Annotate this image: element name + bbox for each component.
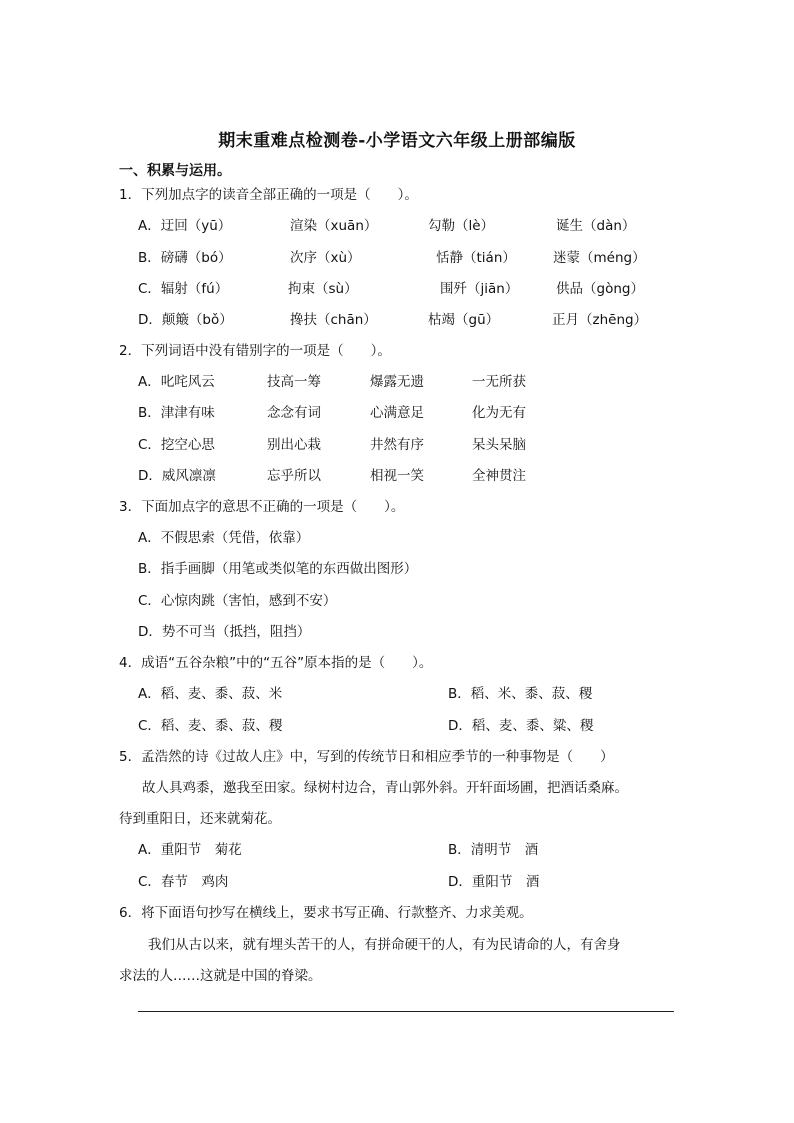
q1-option-a-1: A．迂回（yū） (138, 218, 232, 234)
q1-option-d-3: 枯竭（gū） (428, 312, 500, 328)
q1-option-c-3: 围歼（jiān） (440, 281, 519, 297)
q3-option-c: C．心惊肉跳（害怕，感到不安） (138, 593, 337, 609)
q3-option-a: A．不假思索（凭借，依靠） (138, 530, 310, 546)
question-4-stem: 4．成语“五谷杂粮”中的“五谷”原本指的是（ ）。 (119, 655, 433, 671)
q3-option-d: D．势不可当（抵挡，阻挡） (138, 624, 311, 640)
q4-option-a: A．稻、麦、黍、菽、米 (138, 686, 283, 702)
q4-option-d: D．稻、麦、黍、粱、稷 (448, 718, 594, 734)
q2-option-a-4: 一无所获 (472, 374, 526, 390)
q1-option-b-3: 恬静（tián） (436, 250, 516, 266)
q5-poem-line-2: 待到重阳日，还来就菊花。 (119, 811, 281, 827)
q6-text-line-2: 求法的人……这就是中国的脊梁。 (119, 968, 322, 984)
question-6-stem: 6．将下面语句抄写在横线上，要求书写正确、行款整齐、力求美观。 (119, 905, 533, 921)
q2-option-c-3: 井然有序 (370, 437, 424, 453)
q5-poem-line-1: 故人具鸡黍，邀我至田家。绿树村边合，青山郭外斜。开轩面场圃，把酒话桑麻。 (142, 780, 628, 796)
question-3-stem: 3．下面加点字的意思不正确的一项是（ ）。 (119, 499, 405, 515)
q2-option-b-1: B．津津有味 (138, 405, 215, 421)
q1-option-c-2: 拘束（sù） (288, 281, 358, 297)
q1-option-b-2: 次序（xù） (290, 250, 361, 266)
q2-option-d-3: 相视一笑 (370, 468, 424, 484)
q1-option-a-4: 诞生（dàn） (556, 218, 636, 234)
q1-option-c-4: 供品（gòng） (556, 281, 644, 297)
answer-writing-line[interactable] (138, 1011, 674, 1012)
q1-option-d-4: 正月（zhēng） (552, 312, 648, 328)
question-5-stem: 5．孟浩然的诗《过故人庄》中，写到的传统节日和相应季节的一种事物是（ ） (119, 749, 614, 765)
page-title: 期末重难点检测卷-小学语文六年级上册部编版 (218, 131, 576, 151)
q2-option-a-1: A．叱咤风云 (138, 374, 215, 390)
q2-option-a-2: 技高一筹 (267, 374, 321, 390)
question-1-stem: 1．下列加点字的读音全部正确的一项是（ ）。 (119, 187, 418, 203)
q2-option-c-2: 别出心栽 (267, 437, 321, 453)
q2-option-b-2: 念念有词 (267, 405, 321, 421)
q1-option-d-1: D．颠簸（bǒ） (138, 312, 233, 328)
q5-option-b: B．清明节 酒 (448, 842, 539, 858)
q2-option-c-1: C．挖空心思 (138, 437, 215, 453)
q5-option-a: A．重阳节 菊花 (138, 842, 242, 858)
q1-option-a-2: 渲染（xuān） (290, 218, 378, 234)
q1-option-b-4: 迷蒙（méng） (553, 250, 646, 266)
q2-option-c-4: 呆头呆脑 (472, 437, 526, 453)
q5-option-c: C．春节 鸡肉 (138, 874, 229, 890)
q2-option-b-3: 心满意足 (370, 405, 424, 421)
q4-option-c: C．稻、麦、黍、菽、稷 (138, 718, 283, 734)
q2-option-b-4: 化为无有 (472, 405, 526, 421)
q1-option-d-2: 搀扶（chān） (290, 312, 377, 328)
q1-option-b-1: B．磅礴（bó） (138, 250, 232, 266)
q1-option-a-3: 勾勒（lè） (428, 218, 495, 234)
q2-option-d-1: D．威风凛凛 (138, 468, 216, 484)
q2-option-d-4: 全神贯注 (472, 468, 526, 484)
question-2-stem: 2．下列词语中没有错别字的一项是（ ）。 (119, 343, 391, 359)
q2-option-d-2: 忘乎所以 (267, 468, 321, 484)
q5-option-d: D．重阳节 酒 (448, 874, 540, 890)
q1-option-c-1: C．辐射（fú） (138, 281, 229, 297)
section-heading: 一、积累与运用。 (119, 163, 231, 179)
q6-text-line-1: 我们从古以来，就有埋头苦干的人，有拼命硬干的人，有为民请命的人，有舍身 (148, 937, 621, 953)
q4-option-b: B．稻、米、黍、菽、稷 (448, 686, 593, 702)
q3-option-b: B．指手画脚（用笔或类似笔的东西做出图形） (138, 561, 418, 577)
q2-option-a-3: 爆露无遗 (370, 374, 424, 390)
